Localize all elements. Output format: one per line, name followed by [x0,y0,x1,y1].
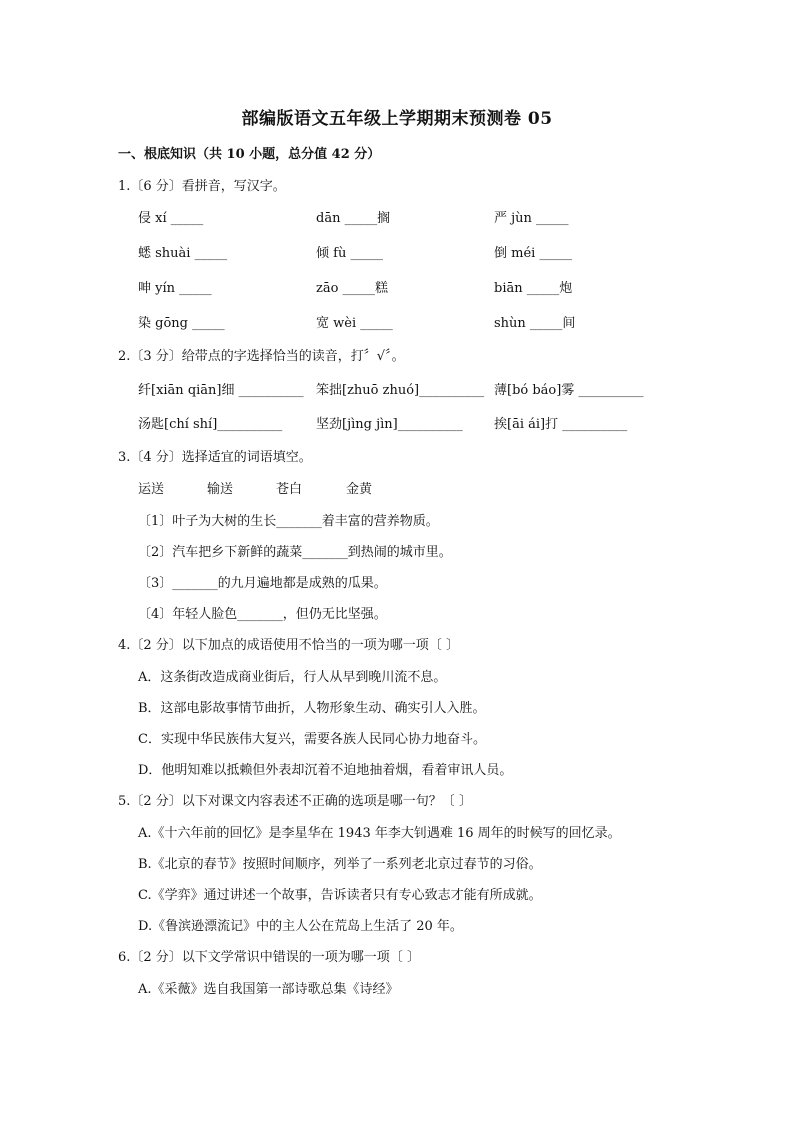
fill-item: 〔3〕_______的九月遍地都是成熟的瓜果。 [138,576,387,591]
fill-item: 〔1〕叶子为大树的生长_______着丰富的营养物质。 [138,514,439,529]
option-a: A.《十六年前的回忆》是李星华在 1943 年李大钊遇难 16 周年的时候写的回忆录。 [138,826,621,841]
pinyin-cell: shùn _____间 [494,316,576,331]
reading-cell: 挨[āi ái]打 __________ [494,417,628,432]
pinyin-cell: 蟋 shuài _____ [138,246,228,261]
word-choice: 苍白 [276,482,303,497]
fill-item: 〔2〕汽车把乡下新鲜的蔬菜_______到热闹的城市里。 [138,545,452,560]
reading-cell: 笨拙[zhuō zhuó]__________ [316,383,485,398]
question-1-stem: 1.〔6 分〕看拼音，写汉字。 [118,179,286,194]
word-choice: 金黄 [346,482,373,497]
question-2-stem: 2.〔3 分〕给带点的字选择恰当的读音，打〞√〞。 [118,349,405,364]
pinyin-cell: 严 jùn _____ [494,211,569,226]
pinyin-cell: 宽 wèi _____ [316,316,393,331]
question-3-stem: 3.〔4 分〕选择适宜的词语填空。 [118,450,312,465]
question-6-stem: 6.〔2 分〕以下文学常识中错误的一项为哪一项〔 〕 [118,950,420,965]
pinyin-cell: dān _____搁 [316,211,391,226]
option-d: D.《鲁滨逊漂流记》中的主人公在荒岛上生活了 20 年。 [138,919,463,934]
section-header: 一、根底知识（共 10 小题，总分值 42 分） [118,147,381,162]
reading-cell: 纤[xiān qiān]细 __________ [138,383,304,398]
reading-cell: 薄[bó báo]雾 __________ [494,383,644,398]
option-d: D．他明知难以抵赖但外表却沉着不迫地抽着烟，看着审讯人员。 [138,763,513,778]
question-5-stem: 5.〔2 分〕以下对课文内容表述不正确的选项是哪一句？〔 〕 [118,794,472,809]
reading-cell: 汤匙[chí shí]__________ [138,417,283,432]
pinyin-cell: 侵 xí _____ [138,211,204,226]
pinyin-cell: 倒 méi _____ [494,246,572,261]
page-title: 部编版语文五年级上学期期末预测卷 05 [241,109,553,129]
pinyin-cell: 倾 fù _____ [316,246,383,261]
reading-cell: 坚劲[jìng jìn]__________ [316,417,463,432]
option-c: C.《学弈》通过讲述一个故事，告诉读者只有专心致志才能有所成就。 [138,888,542,903]
word-choice: 输送 [207,482,234,497]
option-a: A．这条街改造成商业街后，行人从早到晚川流不息。 [138,670,447,685]
fill-item: 〔4〕年轻人脸色_______，但仍无比坚强。 [138,607,387,622]
option-c: C．实现中华民族伟大复兴，需要各族人民同心协力地奋斗。 [138,732,486,747]
option-b: B.《北京的春节》按照时间顺序，列举了一系列老北京过春节的习俗。 [138,857,542,872]
option-a: A.《采薇》选自我国第一部诗歌总集《诗经》 [138,982,399,997]
word-choice: 运送 [138,482,165,497]
question-4-stem: 4.〔2 分〕以下加点的成语使用不恰当的一项为哪一项〔 〕 [118,638,459,653]
pinyin-cell: 染 gōng _____ [138,316,225,331]
pinyin-cell: biān _____炮 [494,281,573,296]
pinyin-cell: 呻 yín _____ [138,281,212,296]
pinyin-cell: zāo _____糕 [316,281,389,296]
option-b: B．这部电影故事情节曲折，人物形象生动、确实引人入胜。 [138,701,486,716]
